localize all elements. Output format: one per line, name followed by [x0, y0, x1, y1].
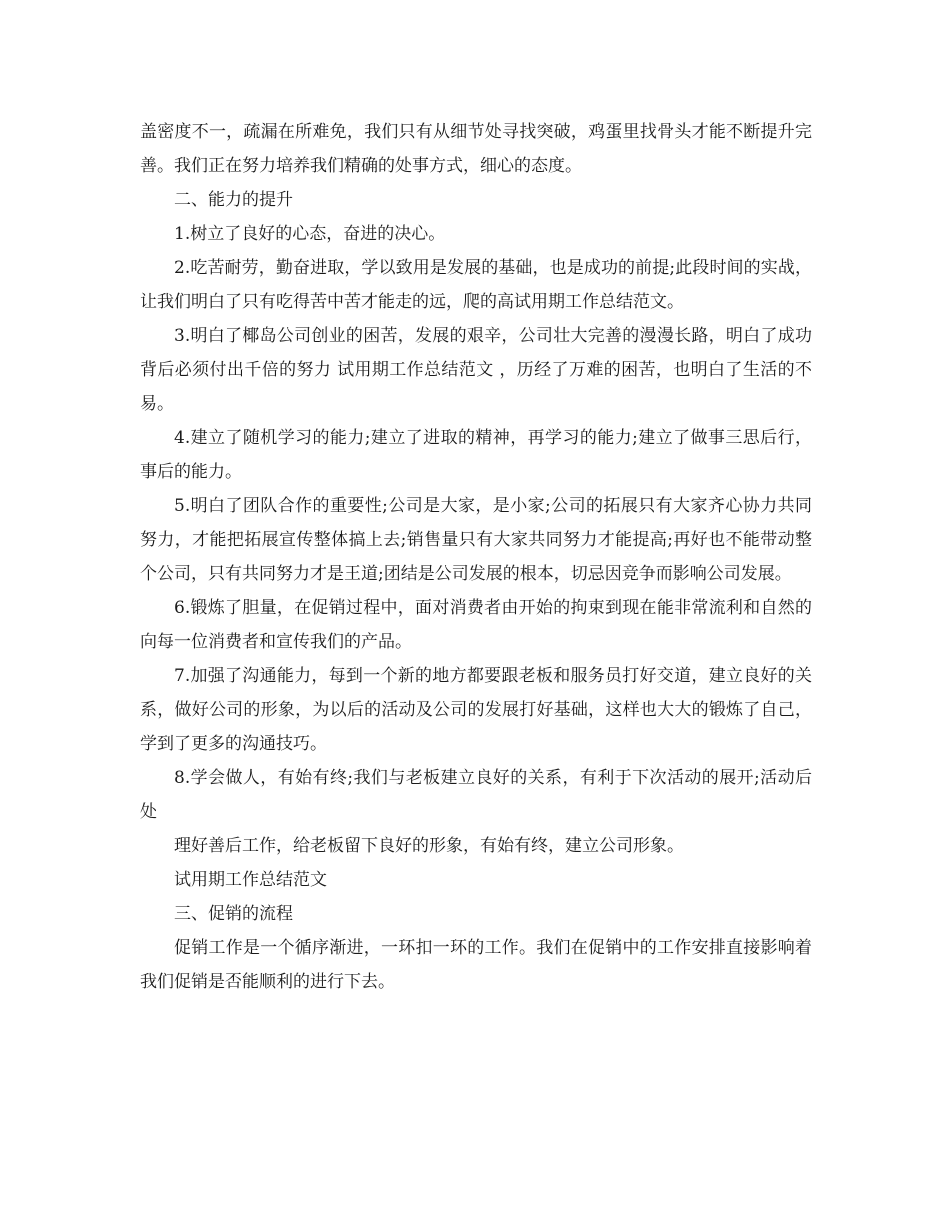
paragraph-continuation: 盖密度不一，疏漏在所难免，我们只有从细节处寻找突破，鸡蛋里找骨头才能不断提升完善。我们正在努力培养我们精确的处事方式，细心的态度。	[140, 122, 812, 176]
list-item-3: 3.明白了椰岛公司创业的困苦，发展的艰辛，公司壮大完善的漫漫长路，明白了成功背后必须付出千倍的努力 试用期工作总结范文 ，历经了万难的困苦，也明白了生活的不易。	[140, 326, 812, 414]
list-item-1: 1.树立了良好的心态，奋进的决心。	[174, 224, 446, 244]
list-item-8-continued: 理好善后工作，给老板留下良好的形象，有始有终，建立公司形象。	[174, 836, 684, 856]
list-item-5: 5.明白了团队合作的重要性;公司是大家，是小家;公司的拓展只有大家齐心协力共同努力，才能把拓展宣传整体搞上去;销售量只有大家共同努力才能提高;再好也不能带动整个公司，只有共同努力才是王道;团结是公司发展的根本，切忌因竞争而影响公司发展。	[140, 496, 812, 584]
list-item-2: 2.吃苦耐劳，勤奋进取，学以致用是发展的基础，也是成功的前提;此段时间的实战，让我们明白了只有吃得苦中苦才能走的远，爬的高试用期工作总结范文。	[140, 258, 812, 312]
list-item-6: 6.锻炼了胆量，在促销过程中，面对消费者由开始的拘束到现在能非常流利和自然的向每一位消费者和宣传我们的产品。	[140, 598, 812, 652]
section-heading-ability: 二、能力的提升	[174, 190, 293, 210]
section-heading-promotion: 三、促销的流程	[174, 904, 293, 924]
list-item-8: 8.学会做人，有始有终;我们与老板建立良好的关系，有利于下次活动的展开;活动后处	[140, 768, 812, 822]
inline-title: 试用期工作总结范文	[174, 870, 327, 890]
paragraph-promotion: 促销工作是一个循序渐进，一环扣一环的工作。我们在促销中的工作安排直接影响着我们促销是否能顺利的进行下去。	[140, 938, 812, 992]
document-body	[140, 115, 812, 999]
list-item-4: 4.建立了随机学习的能力;建立了进取的精神，再学习的能力;建立了做事三思后行，事后的能力。	[140, 428, 812, 482]
list-item-7: 7.加强了沟通能力，每到一个新的地方都要跟老板和服务员打好交道，建立良好的关系，做好公司的形象，为以后的活动及公司的发展打好基础，这样也大大的锻炼了自己，学到了更多的沟通技巧。	[140, 666, 812, 754]
